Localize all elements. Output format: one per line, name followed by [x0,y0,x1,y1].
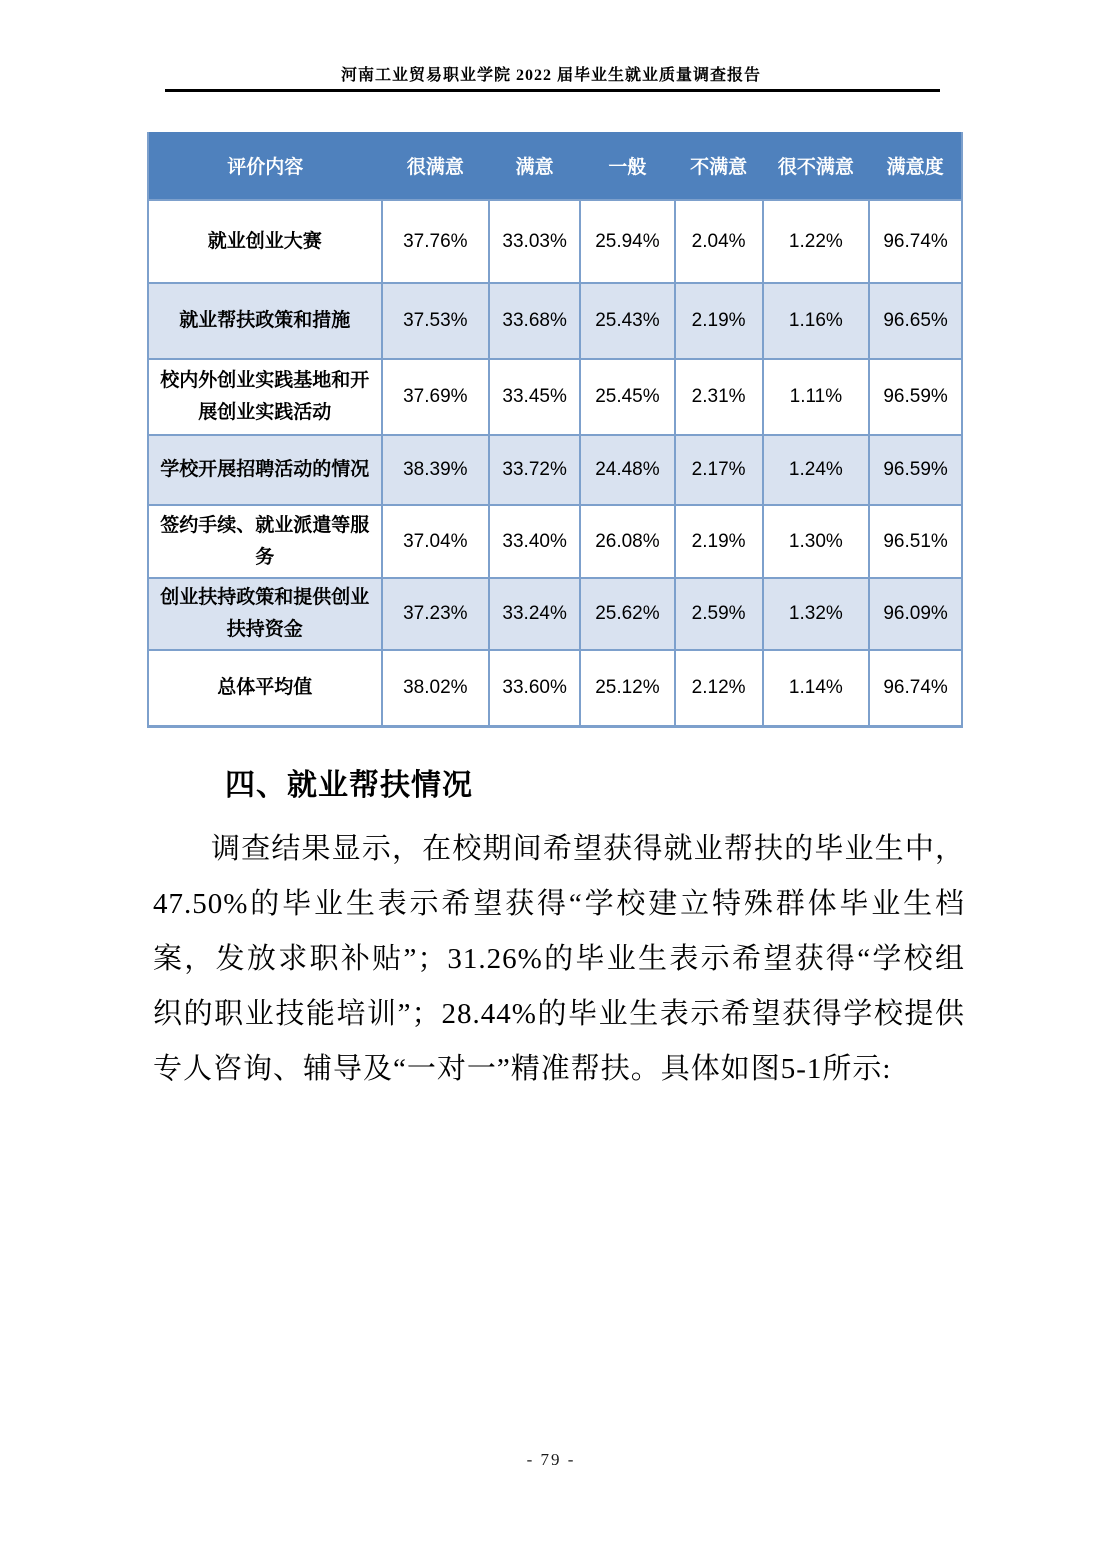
section-heading: 四、就业帮扶情况 [225,769,473,802]
cell-value: 37.76% [382,200,489,283]
cell-value: 33.40% [489,505,580,578]
table-row [148,505,962,578]
table-row [148,435,962,505]
row-label: 就业帮扶政策和措施 [148,283,382,359]
cell-value: 2.04% [675,200,763,283]
cell-value: 33.68% [489,283,580,359]
cell-value: 25.43% [580,283,674,359]
cell-value: 2.17% [675,435,763,505]
row-label: 创业扶持政策和提供创业扶持资金 [148,578,382,650]
cell-value: 2.31% [675,359,763,435]
cell-value: 1.14% [763,650,870,726]
header-rule [165,89,940,92]
cell-value: 1.16% [763,283,870,359]
table-row [148,200,962,283]
page-header-title: 河南工业贸易职业学院 2022 届毕业生就业质量调查报告 [340,67,761,84]
cell-value: 96.51% [869,505,962,578]
table-row [148,359,962,435]
cell-value: 33.24% [489,578,580,650]
cell-value: 38.02% [382,650,489,726]
cell-value: 1.11% [763,359,870,435]
cell-value: 33.03% [489,200,580,283]
cell-value: 96.74% [869,650,962,726]
body-paragraph: 调查结果显示，在校期间希望获得就业帮扶的毕业生中，47.50%的毕业生表示希望获得“学校建立特殊群体毕业生档案，发放求职补贴”；31.26%的毕业生表示希望获得“学校组织的职业技能培训”；28.44%的毕业生表示希望获得学校提供专人咨询、辅导及“一对一”精准帮扶。具体如图5-1所示: [153,833,965,1085]
table-row [148,283,962,359]
cell-value: 96.09% [869,578,962,650]
cell-value: 37.04% [382,505,489,578]
cell-value: 96.74% [869,200,962,283]
cell-value: 1.32% [763,578,870,650]
cell-value: 26.08% [580,505,674,578]
cell-value: 96.59% [869,435,962,505]
cell-value: 24.48% [580,435,674,505]
cell-value: 2.12% [675,650,763,726]
row-label: 校内外创业实践基地和开展创业实践活动 [148,359,382,435]
cell-value: 2.19% [675,283,763,359]
column-header-very-satisfied: 很满意 [406,157,464,178]
column-header-satisfaction-rate: 满意度 [886,157,944,178]
cell-value: 96.65% [869,283,962,359]
cell-value: 96.59% [869,359,962,435]
column-header-very-dissatisfied: 很不满意 [777,157,854,178]
cell-value: 37.69% [382,359,489,435]
cell-value: 25.94% [580,200,674,283]
cell-value: 33.60% [489,650,580,726]
cell-value: 1.24% [763,435,870,505]
cell-value: 38.39% [382,435,489,505]
table-body [148,200,962,726]
cell-value: 2.19% [675,505,763,578]
row-label: 学校开展招聘活动的情况 [148,435,382,505]
cell-value: 25.62% [580,578,674,650]
cell-value: 37.23% [382,578,489,650]
row-label: 签约手续、就业派遣等服务 [148,505,382,578]
cell-value: 1.22% [763,200,870,283]
satisfaction-table [147,132,963,728]
cell-value: 25.12% [580,650,674,726]
column-header-neutral: 一般 [608,157,647,178]
page-number: - 79 - [526,1450,576,1469]
cell-value: 33.45% [489,359,580,435]
table-header-row [148,132,962,200]
column-header-evaluation-content: 评价内容 [227,157,304,178]
table-row [148,650,962,726]
cell-value: 1.30% [763,505,870,578]
column-header-satisfied: 满意 [515,157,554,178]
table-row [148,578,962,650]
column-header-dissatisfied: 不满意 [690,157,748,178]
row-label: 总体平均值 [148,650,382,726]
cell-value: 25.45% [580,359,674,435]
row-label: 就业创业大赛 [148,200,382,283]
cell-value: 37.53% [382,283,489,359]
cell-value: 33.72% [489,435,580,505]
cell-value: 2.59% [675,578,763,650]
